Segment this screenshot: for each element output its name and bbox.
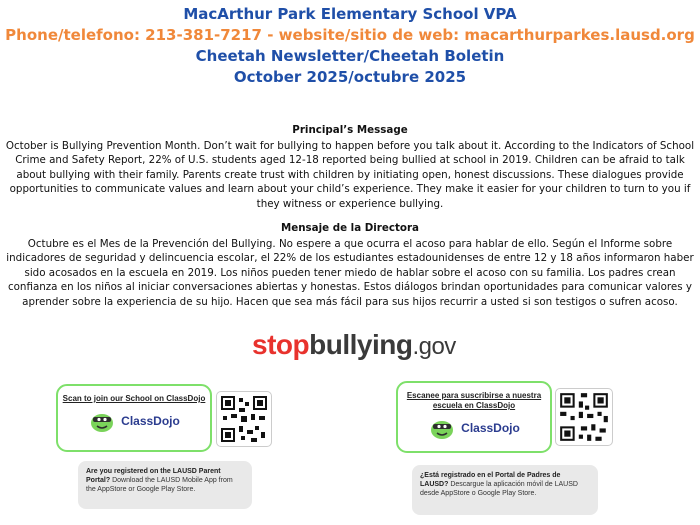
mensaje-directora-title: Mensaje de la Directora <box>280 222 419 234</box>
classdojo-scan-box-english <box>56 384 212 452</box>
principal-message-spanish <box>4 221 696 310</box>
parent-portal-info-spanish <box>412 465 598 515</box>
logo-gov: .gov <box>412 333 456 360</box>
classdojo-logo <box>58 409 210 433</box>
principal-message-english <box>4 123 696 212</box>
stopbullying-logo <box>252 329 456 361</box>
principal-message-title: Principal’s Message <box>292 124 408 136</box>
newsletter-header <box>0 4 700 88</box>
classdojo-scan-text-es: Escanee para suscribirse a nuestra escuela en ClassDojo <box>406 391 542 410</box>
parent-portal-text <box>78 461 252 500</box>
classdojo-wordmark: ClassDojo <box>121 414 180 428</box>
parent-portal-text-es <box>412 465 598 504</box>
qr-code-icon[interactable] <box>555 388 613 446</box>
contact-line: Phone/telefono: 213-381-7217 - website/sitio de web: macarthurparkes.lausd.org <box>5 26 695 44</box>
logo-stop: stop <box>252 329 310 360</box>
principal-message-body: October is Bullying Prevention Month. Don’t wait for bullying to happen before you talk about it. According to the Indicators of School Crime and Safety Report, 22% of U.S. students aged 12-18 reported being bullied at school in 2019. Children can be afraid to talk about bullying with their family. Parents create trust with children by initiating open, honest discussions. These dialogues provide opportunities to communicate values and learn about your child’s experience. They make it easier for your children to turn to you if they witness or experience bullying. <box>5 139 695 210</box>
classdojo-wordmark-es: ClassDojo <box>461 421 520 435</box>
mensaje-directora-body: Octubre es el Mes de la Prevención del Bullying. No espere a que ocurra el acoso para hablar de ello. Según el Informe sobre indicadores de seguridad y delincuencia escolar, el 22% de los estudiantes estadounidenses de entre 12 y 18 años informaron haber sido acosados en la escuela en 2019. Los niños pueden tener miedo de hablar sobre el acoso con su familia. Los padres crean confianza en los niños al iniciar conversaciones abiertas y honestas. Estos diálogos brindan oportunidades para comunicar valores y aprender sobre la experiencia de su hijo. Hacen que sea más fácil para sus hijos recurrir a usted si son testigos o sufren acoso. <box>6 237 694 308</box>
portal-download-text-es: Descargue la aplicación móvil de LAUSD desde AppStore o Google Play Store. <box>420 481 578 497</box>
portal-question: Are you registered on the LAUSD Parent Portal? <box>86 468 221 484</box>
classdojo-scan-text: Scan to join our School on ClassDojo <box>62 394 206 403</box>
qr-code-icon[interactable] <box>216 391 272 447</box>
classdojo-scan-box-spanish <box>396 381 552 453</box>
school-name: MacArthur Park Elementary School VPA <box>183 5 517 23</box>
logo-bullying: bullying <box>309 329 413 360</box>
parent-portal-info-english <box>78 461 252 509</box>
portal-question-es: ¿Está registrado en el Portal de Padres de LAUSD? <box>420 472 561 488</box>
classdojo-mascot-icon <box>428 416 456 440</box>
classdojo-mascot-icon <box>88 409 116 433</box>
newsletter-title: Cheetah Newsletter/Cheetah Boletin <box>195 47 505 65</box>
classdojo-logo-es <box>398 416 550 440</box>
newsletter-date: October 2025/octubre 2025 <box>233 68 467 86</box>
portal-download-text: Download the LAUSD Mobile App from the AppStore or Google Play Store. <box>86 477 233 493</box>
